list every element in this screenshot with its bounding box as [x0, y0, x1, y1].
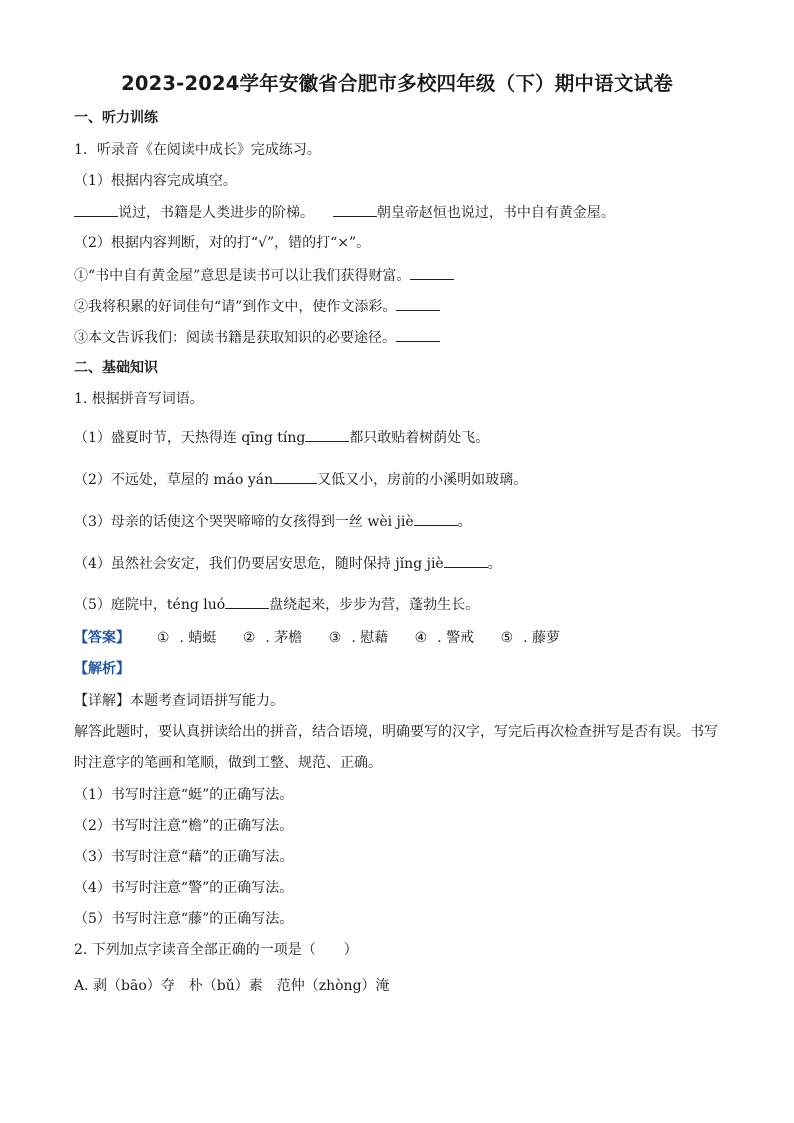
fill-text-b: 朝皇帝赵恒也说过，书中自有黄金屋。 — [376, 205, 615, 221]
note-4: （4）书写时注意“警”的正确写法。 — [74, 880, 294, 896]
answer-blank[interactable] — [74, 202, 118, 217]
pinyin-item-3 — [74, 511, 472, 532]
answer-blank[interactable] — [305, 427, 349, 442]
pinyin-item-1 — [74, 427, 489, 448]
pinyin-text: （2）不远处，草屋的 máo yán — [74, 472, 274, 488]
judge-text: ③本文告诉我们：阅读书籍是获取知识的必要途径。 — [74, 330, 396, 346]
answer-word: . 茅檐 — [265, 630, 303, 646]
pinyin-text: （1）盛夏时节，天热得连 qīng tíng — [74, 430, 306, 446]
answer-blank[interactable] — [225, 594, 269, 609]
section-heading-basics: 二、基础知识 — [74, 360, 158, 376]
note-1: （1）书写时注意“蜓”的正确写法。 — [74, 787, 294, 803]
answer-row — [74, 628, 582, 648]
pinyin-text: 。 — [487, 556, 502, 572]
pinyin-text: 又低又小，房前的小溪明如玻璃。 — [317, 472, 528, 488]
answer-blank[interactable] — [333, 202, 377, 217]
note-5: （5）书写时注意“藤”的正确写法。 — [74, 911, 294, 927]
answer-item — [329, 628, 388, 648]
explanation-line-1: 解答此题时，要认真拼读给出的拼音，结合语境，明确要写的汉字，写完后再次检查拼写是否有误。书写 — [74, 724, 718, 740]
pinyin-text: 。 — [457, 514, 472, 530]
question-2: 2. 下列加点字读音全部正确的一项是（ ） — [74, 942, 358, 958]
judge-item-1 — [74, 265, 454, 286]
subquestion-fill: （1）根据内容完成填空。 — [74, 173, 237, 189]
answer-blank[interactable] — [273, 469, 317, 484]
pinyin-text: （3）母亲的话使这个哭哭啼啼的女孩得到一丝 wèi jiè — [74, 514, 414, 530]
detail-line: 【详解】本题考查词语拼写能力。 — [74, 693, 284, 709]
pinyin-text: （5）庭院中，téng luó — [74, 597, 226, 613]
judge-item-3 — [74, 327, 440, 348]
answer-item — [415, 628, 474, 648]
answer-blank[interactable] — [396, 327, 440, 342]
judge-text: ①“书中自有黄金屋”意思是读书可以让我们获得财富。 — [74, 268, 411, 284]
pinyin-item-2 — [74, 469, 527, 490]
section-heading-listening: 一、听力训练 — [74, 110, 158, 126]
judge-item-2 — [74, 296, 440, 317]
question-1-listening: 1．听录音《在阅读中成长》完成练习。 — [74, 142, 321, 158]
pinyin-text: 盘绕起来，步步为营，蓬勃生长。 — [269, 597, 480, 613]
judge-text: ②我将积累的好词佳句“请”到作文中，使作文添彩。 — [74, 299, 397, 315]
explanation-line-2: 时注意字的笔画和笔顺，做到工整、规范、正确。 — [74, 755, 382, 771]
answer-blank[interactable] — [410, 265, 454, 280]
analysis-tag: 【解析】 — [74, 661, 130, 677]
pinyin-item-5 — [74, 594, 479, 615]
answer-item — [243, 628, 302, 648]
option-a[interactable]: A. 剥（bāo）夺 朴（bǔ）素 范仲（zhòng）淹 — [74, 978, 390, 994]
note-3: （3）书写时注意“藉”的正确写法。 — [74, 849, 294, 865]
fill-text-a: 说过，书籍是人类进步的阶梯。 — [118, 205, 314, 221]
answer-item — [157, 628, 216, 648]
answer-word: . 蜻蜓 — [179, 630, 217, 646]
answer-blank[interactable] — [414, 511, 458, 526]
answer-number: ④ — [414, 630, 428, 646]
note-2: （2）书写时注意“檐”的正确写法。 — [74, 818, 294, 834]
answer-item — [501, 628, 560, 648]
answer-word: . 藤萝 — [523, 630, 561, 646]
answer-blank[interactable] — [396, 296, 440, 311]
fill-line — [74, 202, 615, 223]
answer-word: . 警戒 — [437, 630, 475, 646]
pinyin-text: （4）虽然社会安定，我们仍要居安思危，随时保持 jǐng jiè — [74, 556, 444, 572]
pinyin-text: 都只敢贴着树荫处飞。 — [349, 430, 490, 446]
answer-number: ② — [242, 630, 256, 646]
page-title: 2023-2024学年安徽省合肥市多校四年级（下）期中语文试卷 — [121, 72, 673, 95]
answer-tag: 【答案】 — [74, 630, 130, 646]
pinyin-item-4 — [74, 553, 502, 574]
answer-blank[interactable] — [444, 553, 488, 568]
question-1-pinyin: 1. 根据拼音写词语。 — [74, 391, 204, 407]
answer-word: . 慰藉 — [351, 630, 389, 646]
answer-number: ⑤ — [500, 630, 514, 646]
subquestion-judge: （2）根据内容判断，对的打“√”，错的打“×”。 — [74, 235, 371, 251]
answer-number: ③ — [328, 630, 342, 646]
answer-number: ① — [156, 630, 170, 646]
